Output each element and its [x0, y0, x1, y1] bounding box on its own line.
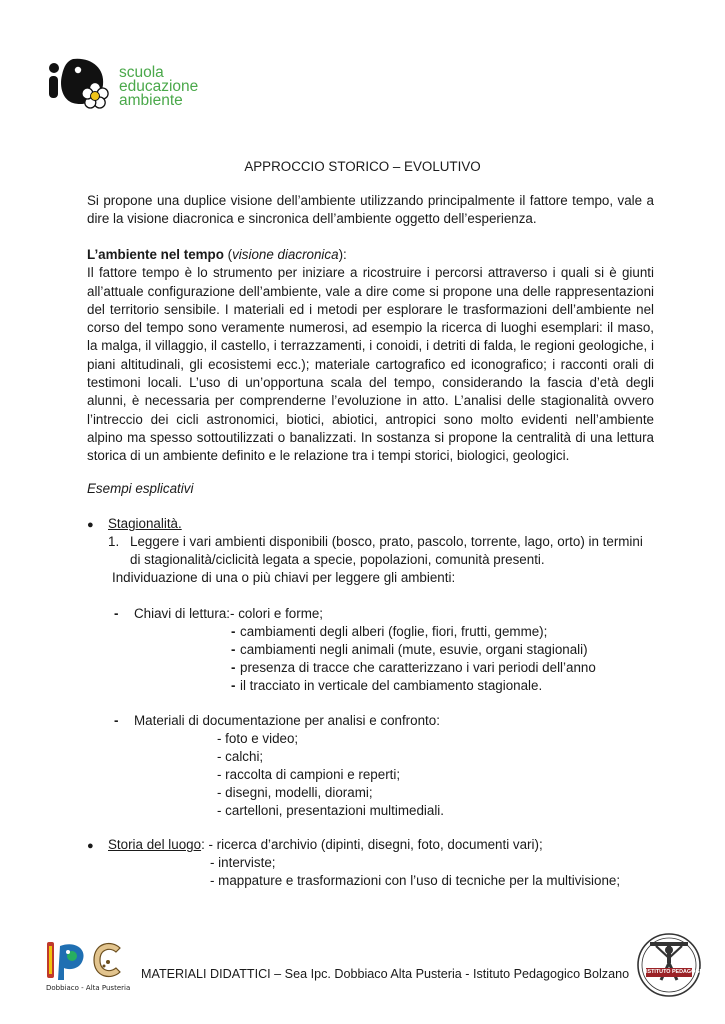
section-diachronic — [87, 246, 654, 466]
material-item: - cartelloni, presentazioni multimediali. — [217, 803, 444, 818]
seal-icon — [636, 932, 710, 998]
dash-icon: - — [114, 606, 119, 621]
logo-text-line3: ambiente — [119, 92, 183, 109]
material-item: - disegni, modelli, diorami; — [217, 785, 373, 800]
sea-logo-icon — [45, 57, 120, 117]
istituto-pedagogico-seal — [636, 932, 710, 998]
ipc-logo — [42, 938, 131, 994]
body-line: Il fattore tempo è lo strumento per iniziare a ricostruire i percorsi attraverso i quali si è giunti — [87, 265, 654, 281]
section-heading — [87, 246, 654, 264]
body-line: la malga, il villaggio, il castello, i terrazzamenti, i conoidi, i detriti di falda, le regioni geologiche, i — [87, 338, 654, 354]
body-line: storica di un ambiente definito e le relazione tra i tempi storici, biologici, geologici. — [87, 448, 570, 464]
dash-icon: - — [114, 713, 119, 728]
section-heading-close: ): — [338, 247, 347, 262]
intro-paragraph — [87, 192, 654, 229]
body-line: all’attuale configurazione dell’ambiente, vale a dire come si propone una delle rappresentazioni — [87, 283, 654, 299]
intro-line: dire la visione diacronica e sincronica dell’ambiente oggetto dell’esperienza. — [87, 211, 537, 227]
logo-text-line1: scuola — [119, 64, 164, 81]
dash-icon: - — [231, 678, 236, 693]
materials-label: Materiali di documentazione per analisi e confronto: — [134, 713, 440, 728]
storia-rest: : - ricerca d’archivio (dipinti, disegni, foto, documenti vari); — [201, 837, 543, 852]
section-heading-open: ( — [223, 247, 233, 262]
storia-line — [108, 836, 543, 854]
intro-line: Si propone una duplice visione dell’ambiente utilizzando principalmente il fattore tempo, vale a — [87, 193, 654, 208]
section-heading-italic: visione diacronica — [232, 247, 339, 262]
logo-text-line2: educazione — [119, 78, 199, 95]
footer-text: MATERIALI DIDATTICI – Sea Ipc. Dobbiaco Alta Pusteria - Istituto Pedagogico Bolzano — [141, 967, 630, 981]
seal-label: ISTITUTO PEDAGOGICO — [646, 969, 710, 975]
body-line: piani altitudinali, gli ecosistemi ecc.); materiale cartografico ed iconografico; i racconti orali di — [87, 356, 654, 372]
section-heading-bold: L’ambiente nel tempo — [87, 247, 224, 262]
key-item: cambiamenti degli alberi (foglie, fiori, frutti, gemme); — [240, 624, 548, 639]
material-item: - foto e video; — [217, 731, 299, 746]
material-item: - raccolta di campioni e reperti; — [217, 767, 401, 782]
key-item: presenza di tracce che caratterizzano i vari periodi dell’anno — [240, 660, 596, 675]
page-title: APPROCCIO STORICO – EVOLUTIVO — [244, 159, 481, 174]
body-line: alunni, è necessaria per comprenderne l’evoluzione in atto. L’analisi delle stagionalità ovvero — [87, 393, 654, 409]
dash-icon: - — [231, 660, 236, 675]
header-logo — [45, 57, 215, 117]
key-item: il tracciato in verticale del cambiamento stagionale. — [240, 678, 543, 693]
dash-icon: - — [231, 642, 236, 657]
ipc-logo-icon — [42, 938, 128, 984]
storia-item: - interviste; — [210, 855, 276, 870]
examples-heading: Esempi esplicativi — [87, 481, 194, 496]
body-line: corso del tempo sono veramente numerosi, ad esempio la ricerca di luoghi esemplari: il maso, — [87, 320, 654, 336]
body-line: del territorio sensibile. I materiali ed i metodi per esplorare le trasformazioni dell’ambiente nel — [87, 301, 654, 317]
bullet-title-storia: Storia del luogo — [108, 837, 202, 852]
material-item: - calchi; — [217, 749, 264, 764]
key-item: cambiamenti negli animali (mute, esuvie, organi stagionali) — [240, 642, 588, 657]
bullet-icon: ● — [87, 840, 94, 852]
dash-icon: - — [231, 624, 236, 639]
numbered-line: di stagionalità/ciclicità legata a specie, popolazioni, comunità presenti. — [130, 552, 545, 567]
numbered-marker: 1. — [108, 534, 120, 549]
numbered-line: Leggere i vari ambienti disponibili (bosco, prato, pascolo, torrente, lago, orto) in termini — [130, 534, 643, 549]
storia-item: - mappature e trasformazioni con l’uso di tecniche per la multivisione; — [210, 873, 621, 888]
bullet-icon: ● — [87, 519, 94, 531]
body-line: alpino ma spesso sottoutilizzati o banalizzati. In sostanza si propone la centralità di una lettura — [87, 429, 654, 445]
individuazione-line: Individuazione di una o più chiavi per leggere gli ambienti: — [112, 570, 456, 585]
body-line: testimoni locali. L’uso di un’opportuna scala del tempo, considerando la fascia d’età degli — [87, 375, 654, 391]
ipc-logo-caption: Dobbiaco - Alta Pusteria — [46, 984, 131, 992]
keys-label: Chiavi di lettura:- colori e forme; — [134, 606, 324, 621]
body-line: l’intreccio dei cicli astronomici, biotici, abiotici, antropici sono molto evidenti nell’ambiente — [87, 411, 654, 427]
bullet-title-stagionalita: Stagionalità. — [108, 516, 182, 531]
